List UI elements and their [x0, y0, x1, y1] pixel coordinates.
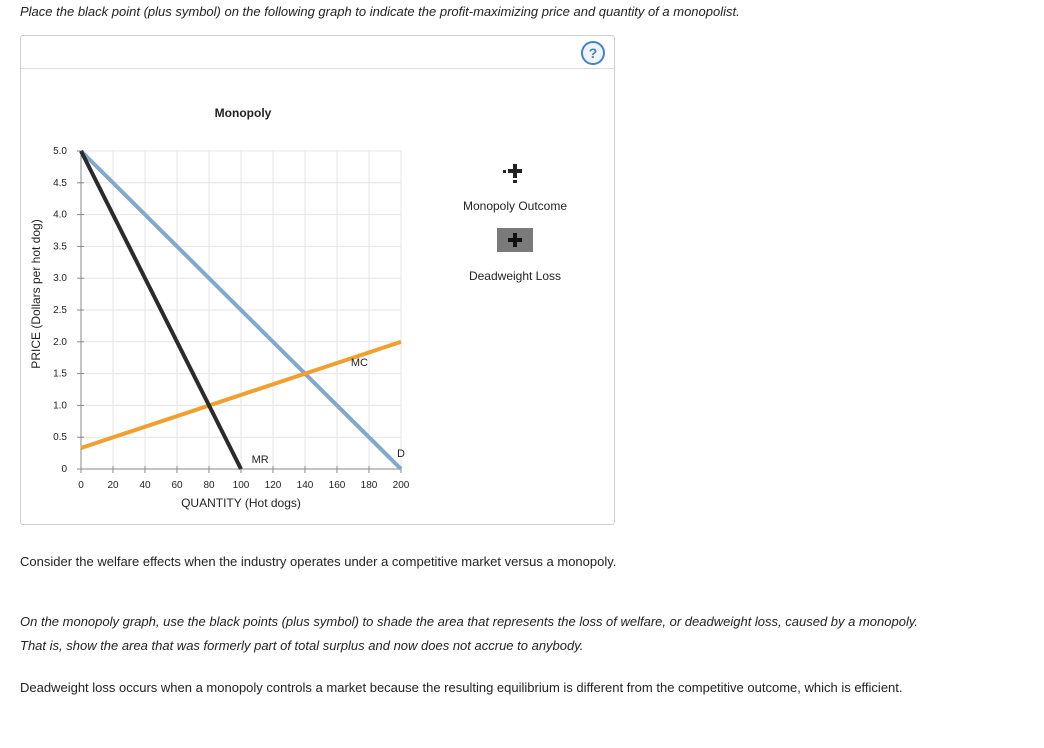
- graph-panel: [20, 35, 615, 525]
- x-tick-label: 0: [78, 480, 84, 491]
- series-label-mc: MC: [350, 356, 368, 369]
- y-axis-label: PRICE (Dollars per hot dog): [29, 219, 43, 369]
- instruction-consider: Consider the welfare effects when the industry operates under a competitive market versus a monopoly.: [20, 554, 617, 569]
- y-tick-label: 5.0: [53, 146, 67, 157]
- x-tick-label: 20: [107, 480, 119, 491]
- y-tick-label: 1.5: [53, 368, 67, 380]
- x-tick-label: 60: [171, 480, 183, 491]
- x-tick-label: 40: [139, 480, 151, 491]
- y-tick-label: 1.0: [53, 400, 67, 412]
- instruction-dwl-note: Deadweight loss occurs when a monopoly controls a market because the resulting equilibrium is different from the competitive outcome, which is efficient.: [20, 680, 903, 695]
- monopoly-outcome-tool[interactable]: [503, 161, 527, 185]
- y-tick-label: 2.0: [53, 336, 67, 348]
- y-tick-label: 4.0: [53, 209, 67, 221]
- x-axis-label: QUANTITY (Hot dogs): [181, 496, 301, 510]
- deadweight-loss-label: Deadweight Loss: [468, 269, 562, 283]
- y-tick-label: 4.5: [53, 177, 67, 189]
- y-tick-label: 3.0: [53, 273, 67, 285]
- plus-icon: [497, 228, 533, 252]
- series-label-d: D: [397, 448, 405, 460]
- x-tick-label: 80: [203, 480, 215, 491]
- x-tick-label: 140: [296, 480, 314, 491]
- x-tick-label: 100: [232, 480, 250, 491]
- x-tick-label: 120: [264, 480, 282, 491]
- instruction-top: Place the black point (plus symbol) on the following graph to indicate the profit-maximizing price and quantity of a monopolist.: [20, 4, 740, 19]
- y-tick-label: 0.5: [53, 432, 67, 444]
- y-tick-label: 2.5: [53, 305, 67, 316]
- instruction-shade: On the monopoly graph, use the black points (plus symbol) to shade the area that represents the loss of welfare, or deadweight loss, caused by a monopoly. That is, show the area that was formerly part of total surplus and now does not accrue to anybody.: [20, 614, 918, 653]
- deadweight-loss-tool[interactable]: [497, 228, 533, 252]
- chart-title: Monopoly: [214, 106, 272, 120]
- x-tick-label: 180: [360, 480, 378, 491]
- y-tick-label: 3.5: [53, 241, 67, 253]
- x-tick-label: 200: [392, 480, 410, 491]
- series-label-mr: MR: [251, 454, 269, 466]
- monopoly-outcome-label: Monopoly Outcome: [462, 199, 568, 213]
- y-tick-label: 0: [61, 464, 67, 475]
- help-button[interactable]: ?: [581, 41, 605, 65]
- x-tick-label: 160: [328, 480, 346, 491]
